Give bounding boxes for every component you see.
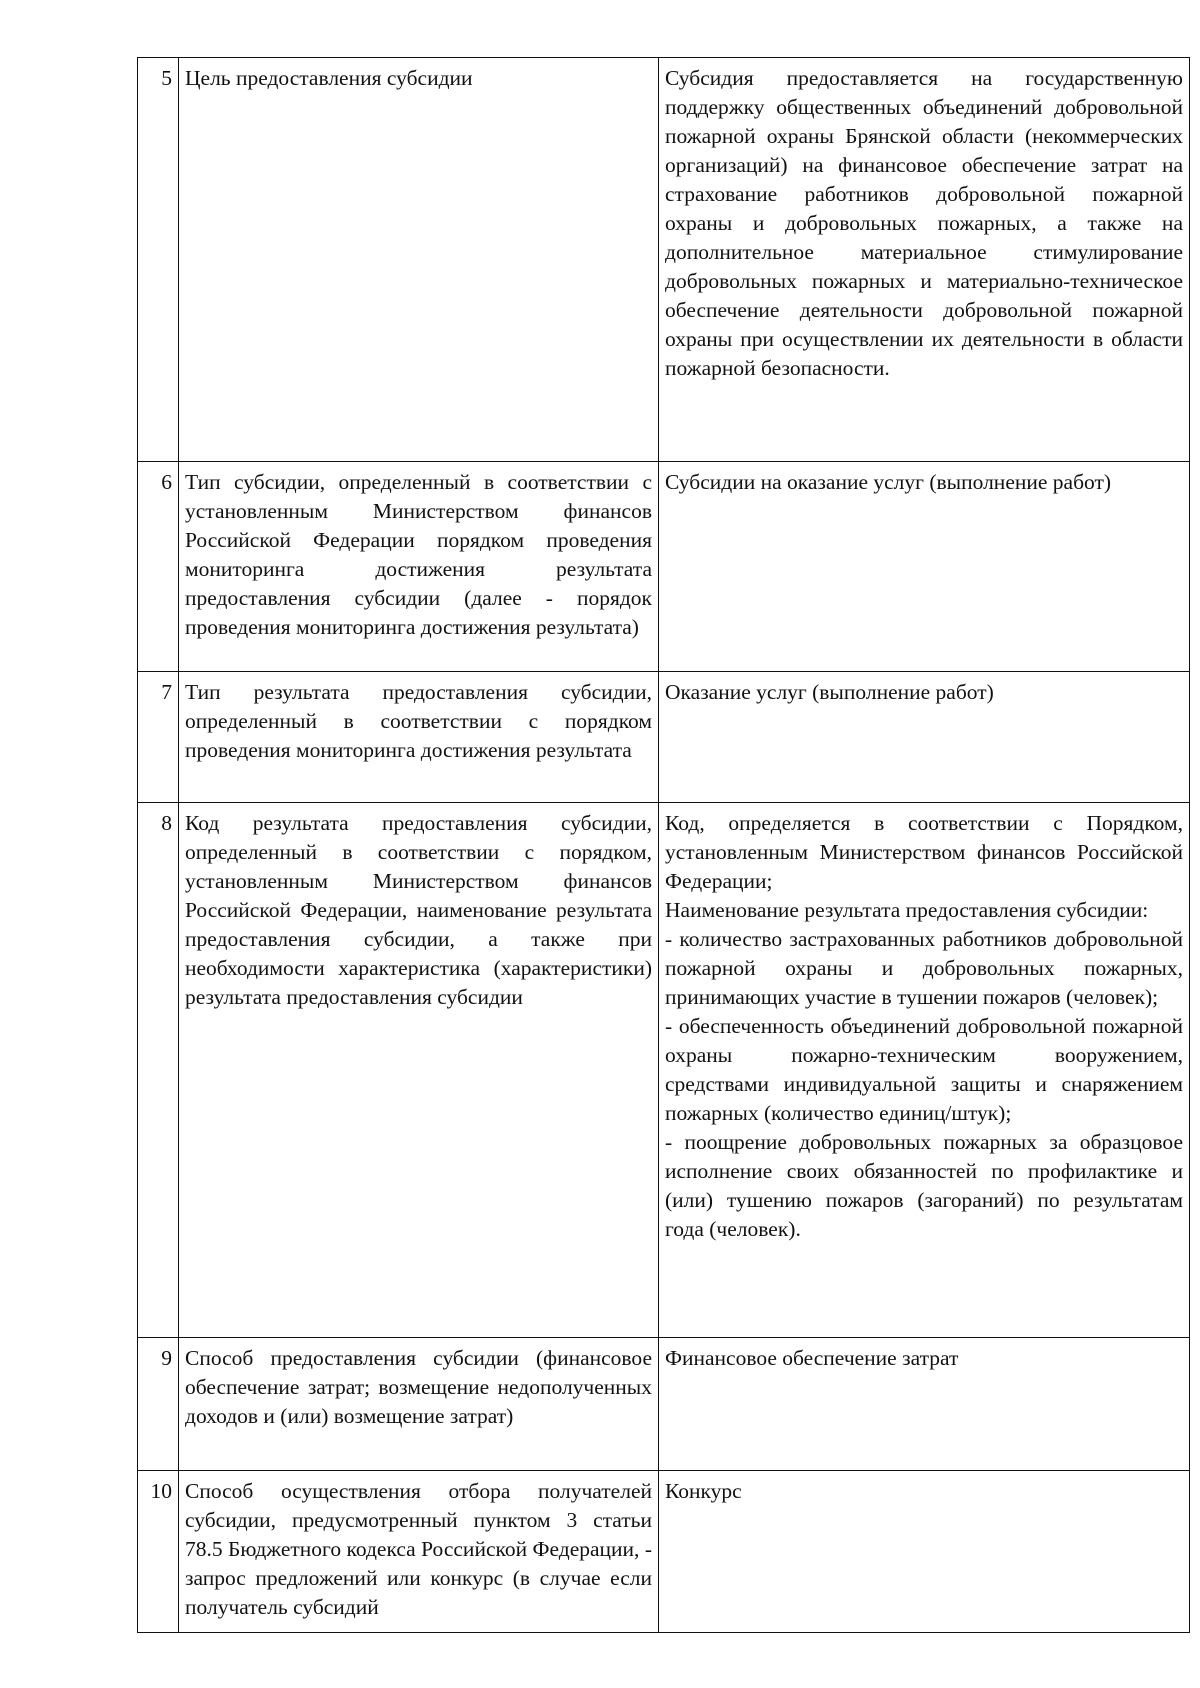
table-row [138,58,1190,462]
parameter-value: Оказание услуг (выполнение работ) [659,672,1190,803]
row-number: 5 [138,58,179,462]
value-line: - поощрение добровольных пожарных за образцовое исполнение своих обязанностей по профилактике и (или) тушению пожаров (загораний) по результатам года (человек). [665,1130,1183,1241]
value-line: - обеспеченность объединений добровольной пожарной охраны пожарно-техническим вооружением, средствами индивидуальной защиты и снаряжением пожарных (количество единиц/штук); [665,1014,1183,1125]
value-line: Код, определяется в соответствии с Порядком, установленным Министерством финансов Российской Федерации; [665,811,1183,893]
table-row [138,1338,1190,1471]
value-line: Наименование результата предоставления субсидии: [665,898,1149,922]
table-row [138,672,1190,803]
parameter-value: Субсидии на оказание услуг (выполнение работ) [659,462,1190,672]
parameter-value: Субсидия предоставляется на государственную поддержку общественных объединений добровольной пожарной охраны Брянской области (некоммерческих организаций) на финансовое обеспечение затрат на страхование работников добровольной пожарной охраны и добровольных пожарных, а также на дополнительное материальное стимулирование добровольных пожарных и материально-техническое обеспечение деятельности добровольной пожарной охраны при осуществлении их деятельности в области пожарной безопасности. [659,58,1190,462]
parameter-name: Тип результата предоставления субсидии, определенный в соответствии с порядком проведения мониторинга достижения результата [179,672,659,803]
parameter-value [659,803,1190,1338]
value-line: - количество застрахованных работников добровольной пожарной охраны и добровольных пожарных, принимающих участие в тушении пожаров (человек); [665,927,1183,1009]
table-row [138,1471,1190,1633]
row-number: 7 [138,672,179,803]
parameter-name: Способ предоставления субсидии (финансовое обеспечение затрат; возмещение недополученных доходов и (или) возмещение затрат) [179,1338,659,1471]
parameter-name: Цель предоставления субсидии [179,58,659,462]
parameter-name: Способ осуществления отбора получателей субсидии, предусмотренный пунктом 3 статьи 78.5 Бюджетного кодекса Российской Федерации, - запрос предложений или конкурс (в случае если получатель субсидий [179,1471,659,1633]
row-number: 6 [138,462,179,672]
row-number: 8 [138,803,179,1338]
subsidy-parameters-table [137,57,1190,1633]
row-number: 10 [138,1471,179,1633]
parameter-value: Конкурс [659,1471,1190,1633]
row-number: 9 [138,1338,179,1471]
table-row [138,803,1190,1338]
parameter-name: Код результата предоставления субсидии, определенный в соответствии с порядком, установленным Министерством финансов Российской Федерации, наименование результата предоставления субсидии, а также при необходимости характеристика (характеристики) результата предоставления субсидии [179,803,659,1338]
parameter-value: Финансовое обеспечение затрат [659,1338,1190,1471]
table-row [138,462,1190,672]
parameter-name: Тип субсидии, определенный в соответствии с установленным Министерством финансов Российской Федерации порядком проведения мониторинга достижения результата предоставления субсидии (далее - порядок проведения мониторинга достижения результата) [179,462,659,672]
